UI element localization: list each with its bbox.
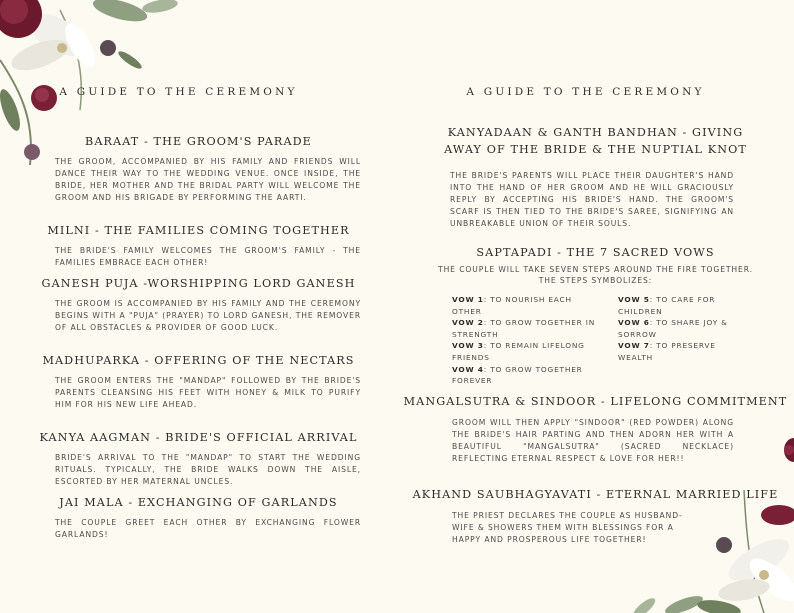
left-page-title: A GUIDE TO THE CEREMONY xyxy=(59,86,298,98)
vow-text: : TO PRESERVE WEALTH xyxy=(618,341,716,362)
vow-text: : TO GROW TOGETHER FOREVER xyxy=(452,364,583,386)
heading-ganesh-puja: GANESH PUJA -WORSHIPPING LORD GANESH xyxy=(41,277,356,290)
vow-label: VOW 1 xyxy=(452,295,484,304)
vows-column-right xyxy=(618,294,742,364)
text-mangalsutra: GROOM WILL THEN APPLY "SINDOOR" (RED POWDER) ALONG THE BRIDE'S HAIR PARTING AND THEN ADORN HER WITH A BEAUTIFUL "MANGALSUTRA" (SACRED NECKLACE) REFLECTING ETERNAL RESPECT & LOVE FOR HER!! xyxy=(452,418,734,463)
heading-kanyadaan-line2: AWAY OF THE BRIDE & THE NUPTIAL KNOT xyxy=(444,143,747,156)
vow-item xyxy=(452,294,602,317)
heading-jai-mala: JAI MALA - EXCHANGING OF GARLANDS xyxy=(59,496,338,509)
vow-label: VOW 2 xyxy=(452,318,484,328)
vow-text: : TO CARE FOR CHILDREN xyxy=(618,295,716,316)
text-ganesh-puja: THE GROOM IS ACCOMPANIED BY HIS FAMILY AND THE CEREMONY BEGINS WITH A "PUJA" (PRAYER) TO LORD GANESH, THE REMOVER OF ALL OBSTACLES & PROVIDER OF GOOD LUCK. xyxy=(55,299,361,332)
text-madhuparka: THE GROOM ENTERS THE "MANDAP" FOLLOWED BY THE BRIDE'S PARENTS CLEANSING HIS FEET WITH HONEY & MILK TO PURIFY HIM FOR HIS NEW LIFE AHEAD. xyxy=(55,376,361,409)
vow-item xyxy=(618,340,742,363)
vow-label: VOW 4 xyxy=(452,364,484,374)
heading-kanya-aagman: KANYA AAGMAN - BRIDE'S OFFICIAL ARRIVAL xyxy=(39,431,358,444)
vow-item xyxy=(452,340,602,363)
heading-mangalsutra: MANGALSUTRA & SINDOOR - LIFELONG COMMITMENT xyxy=(403,395,788,408)
vow-label: VOW 3 xyxy=(452,341,484,351)
heading-baraat: BARAAT - THE GROOM'S PARADE xyxy=(85,135,312,148)
heading-kanyadaan-line1: KANYADAAN & GANTH BANDHAN - GIVING xyxy=(447,126,744,139)
vow-text: : TO NOURISH EACH OTHER xyxy=(452,295,572,316)
text-milni: THE BRIDE'S FAMILY WELCOMES THE GROOM'S FAMILY - THE FAMILIES EMBRACE EACH OTHER! xyxy=(55,246,361,267)
vow-text: : TO GROW TOGETHER IN STRENGTH xyxy=(452,318,596,339)
vow-text: : TO REMAIN LIFELONG FRIENDS xyxy=(452,341,585,362)
saptapadi-intro-line1: THE COUPLE WILL TAKE SEVEN STEPS AROUND THE FIRE TOGETHER. xyxy=(438,265,753,274)
heading-milni: MILNI - THE FAMILIES COMING TOGETHER xyxy=(47,224,350,237)
text-akhand: THE PRIEST DECLARES THE COUPLE AS HUSBAND-WIFE & SHOWERS THEM WITH BLESSINGS FOR A HAPPY AND PROSPEROUS LIFE TOGETHER! xyxy=(452,511,683,544)
vow-item xyxy=(452,364,602,387)
vow-label: VOW 6 xyxy=(618,318,650,328)
heading-saptapadi: SAPTAPADI - THE 7 SACRED VOWS xyxy=(476,246,715,259)
vow-item xyxy=(618,294,742,317)
text-kanya-aagman: BRIDE'S ARRIVAL TO THE "MANDAP" TO START THE WEDDING RITUALS. TYPICALLY, THE BRIDE WALKS DOWN THE AISLE, ESCORTED BY HER MATERNAL UNCLES. xyxy=(55,453,361,486)
heading-madhuparka: MADHUPARKA - OFFERING OF THE NECTARS xyxy=(42,354,355,367)
vow-label: VOW 5 xyxy=(618,295,650,304)
text-jai-mala: THE COUPLE GREET EACH OTHER BY EXCHANGING FLOWER GARLANDS! xyxy=(55,518,361,539)
heading-akhand: AKHAND SAUBHAGYAVATI - ETERNAL MARRIED LIFE xyxy=(412,488,779,501)
saptapadi-intro-line2: THE STEPS SYMBOLIZES: xyxy=(538,276,653,285)
vow-text: : TO SHARE JOY & SORROW xyxy=(618,318,728,339)
vow-item xyxy=(452,317,602,340)
right-page-title: A GUIDE TO THE CEREMONY xyxy=(466,86,705,98)
vows-column-left xyxy=(452,294,602,387)
text-baraat: THE GROOM, ACCOMPANIED BY HIS FAMILY AND FRIENDS WILL DANCE THEIR WAY TO THE WEDDING VENUE. ONCE INSIDE, THE BRIDE, HER MOTHER AND THE BRIDAL PARTY WILL WELCOME THE GROOM AND HIS BRIGADE BY PERFORMING THE AARTI. xyxy=(55,157,361,202)
vow-item xyxy=(618,317,742,340)
vow-label: VOW 7 xyxy=(618,341,650,351)
text-kanyadaan: THE BRIDE'S PARENTS WILL PLACE THEIR DAUGHTER'S HAND INTO THE HAND OF HER GROOM AND HE WILL GRACIOUSLY REPLY BY ACCEPTING HIS BRIDE'S HAND. THE GROOM'S SCARF IS THEN TIED TO THE BRIDE'S SAREE, SIGNIFYING AN UNBREAKABLE UNION OF THEIR SOULS. xyxy=(450,171,734,228)
